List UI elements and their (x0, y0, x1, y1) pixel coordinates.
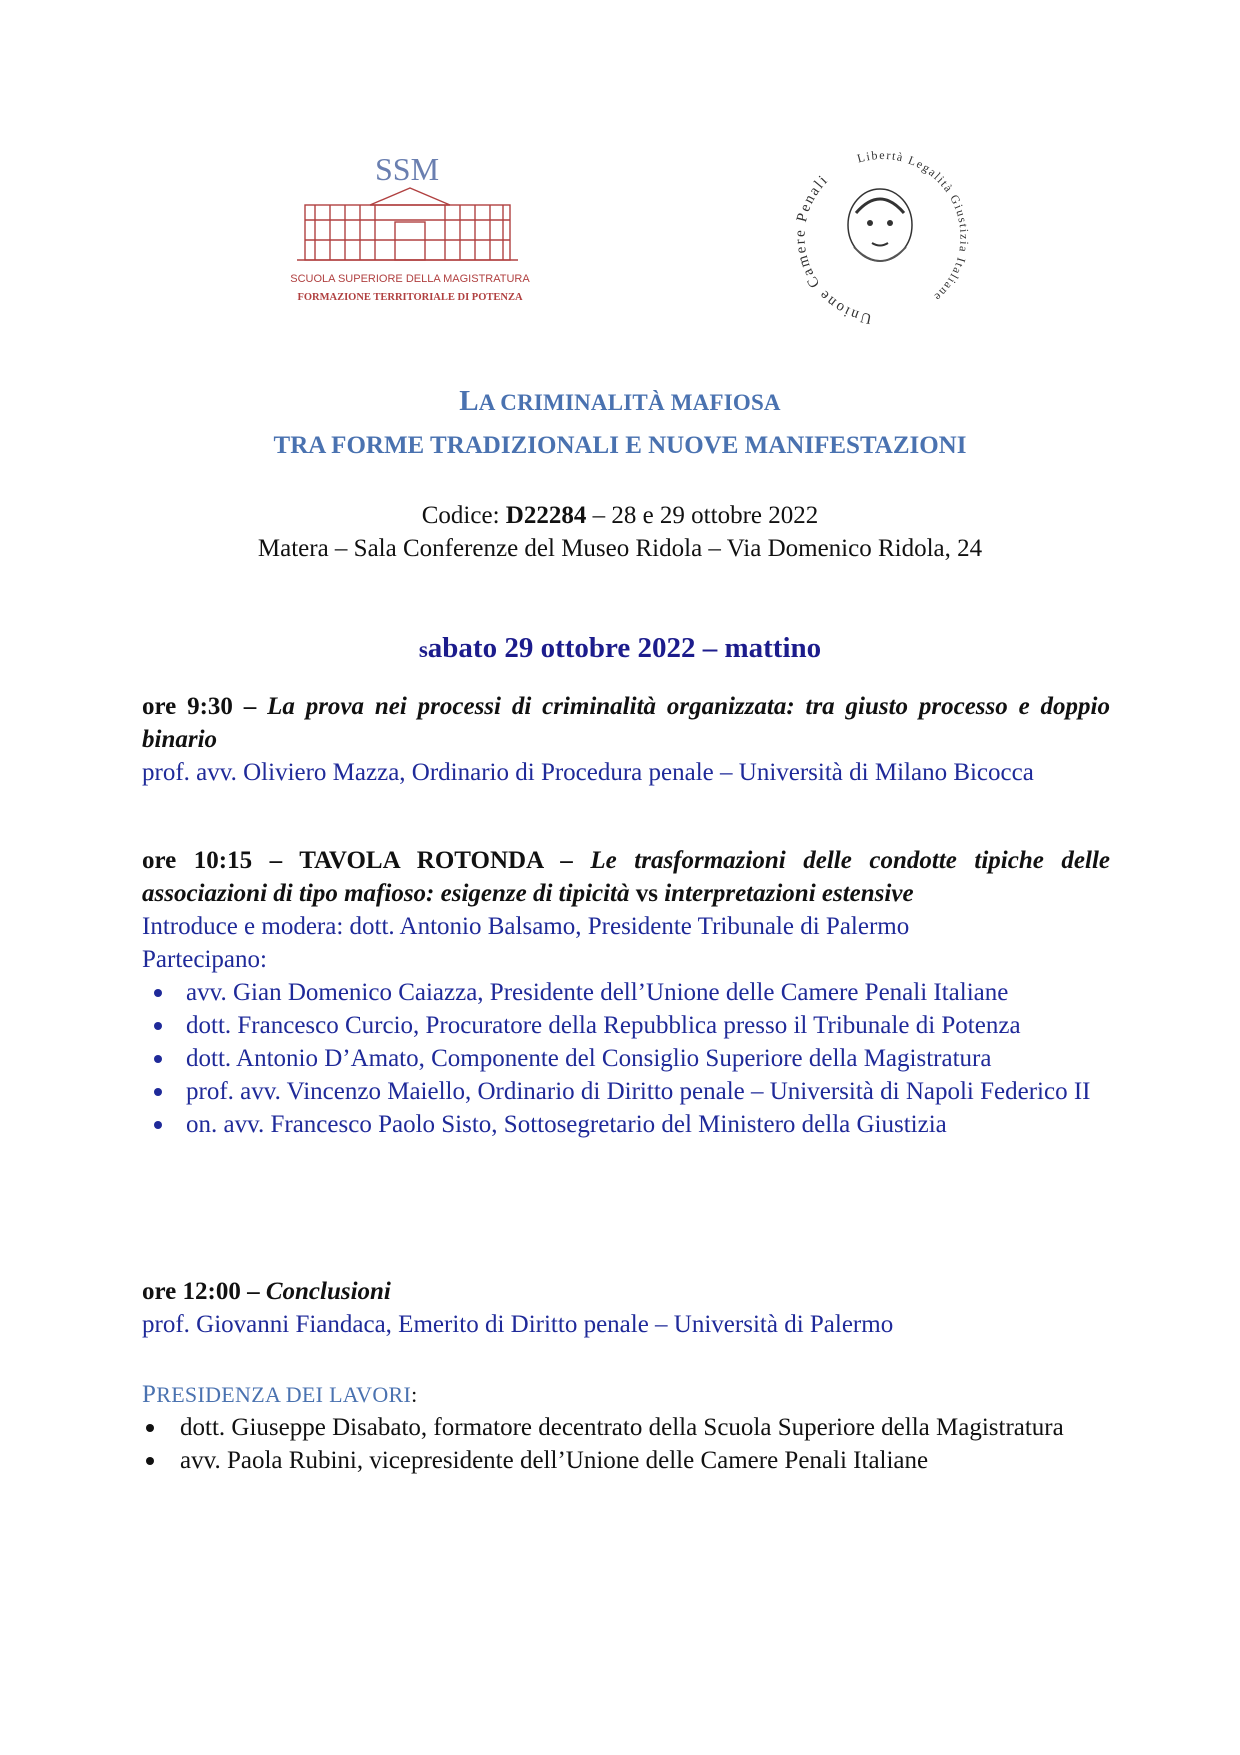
list-item: on. avv. Francesco Paolo Sisto, Sottosegretario del Ministero della Giustizia (142, 1108, 1110, 1141)
event-code: D22284 (505, 502, 587, 529)
list-item: prof. avv. Vincenzo Maiello, Ordinario di Diritto penale – Università di Napoli Federico II (142, 1075, 1110, 1108)
session-1200 (142, 1275, 1110, 1341)
list-item: avv. Gian Domenico Caiazza, Presidente dell’Unione delle Camere Penali Italiane (142, 976, 1110, 1009)
ssm-logo (275, 150, 545, 325)
bullet-icon (154, 1121, 162, 1129)
portrait-seal-icon (848, 189, 912, 261)
session-title: ore 10:15 – TAVOLA ROTONDA – Le trasformazioni delle condotte tipiche delle associazioni di tipo mafioso: esigenze di tipicità vs interpretazioni estensive (142, 847, 1110, 907)
presidenza-list (142, 1411, 1110, 1477)
event-title: LA CRIMINALITÀ MAFIOSA (459, 385, 781, 417)
participants-label: Partecipano: (142, 946, 267, 973)
event-subtitle: TRA FORME TRADIZIONALI E NUOVE MANIFESTAZIONI (273, 432, 967, 459)
session-speaker: prof. Giovanni Fiandaca, Emerito di Diritto penale – Università di Palermo (142, 1311, 894, 1338)
bullet-icon (154, 1088, 162, 1096)
session-moderator: Introduce e modera: dott. Antonio Balsamo, Presidente Tribunale di Palermo (142, 913, 910, 940)
ucpi-logo (780, 135, 985, 340)
session-title: ore 9:30 – La prova nei processi di criminalità organizzata: tra giusto processo e doppio binario (142, 693, 1110, 753)
presidenza-heading: PRESIDENZA DEI LAVORI: (142, 1381, 418, 1408)
event-code-dates: Codice: D22284 – 28 e 29 ottobre 2022 (421, 502, 819, 529)
presidenza-section (142, 1378, 1110, 1477)
ucpi-motto-text: Libertà Legalità Giustizia Italiane (855, 147, 972, 305)
bullet-icon (154, 1022, 162, 1030)
bullet-icon (154, 1055, 162, 1063)
ucpi-ring-text: Unione Camere Penali (792, 171, 874, 327)
participants-list (142, 976, 1110, 1141)
day-heading: sabato 29 ottobre 2022 – mattino (418, 632, 822, 664)
session-speaker: prof. avv. Oliviero Mazza, Ordinario di Procedura penale – Università di Milano Bicocca (142, 759, 1034, 786)
ssm-subtitle: FORMAZIONE TERRITORIALE DI POTENZA (297, 292, 523, 303)
list-item: avv. Paola Rubini, vicepresidente dell’Unione delle Camere Penali Italiane (142, 1444, 1110, 1477)
list-item: dott. Francesco Curcio, Procuratore della Repubblica presso il Tribunale di Potenza (142, 1009, 1110, 1042)
session-1015 (142, 844, 1110, 1141)
event-venue: Matera – Sala Conferenze del Museo Ridola – Via Domenico Ridola, 24 (257, 535, 983, 562)
list-item: dott. Giuseppe Disabato, formatore decentrato della Scuola Superiore della Magistratura (142, 1411, 1110, 1444)
ssm-acronym: SSM (375, 151, 440, 187)
list-item: dott. Antonio D’Amato, Componente del Consiglio Superiore della Magistratura (142, 1042, 1110, 1075)
session-0930 (142, 690, 1110, 789)
bullet-icon (146, 1457, 154, 1465)
ssm-name: SCUOLA SUPERIORE DELLA MAGISTRATURA (290, 273, 530, 285)
bullet-icon (154, 989, 162, 997)
session-title: ore 12:00 – Conclusioni (142, 1278, 391, 1305)
bullet-icon (146, 1424, 154, 1432)
building-icon (297, 188, 518, 260)
